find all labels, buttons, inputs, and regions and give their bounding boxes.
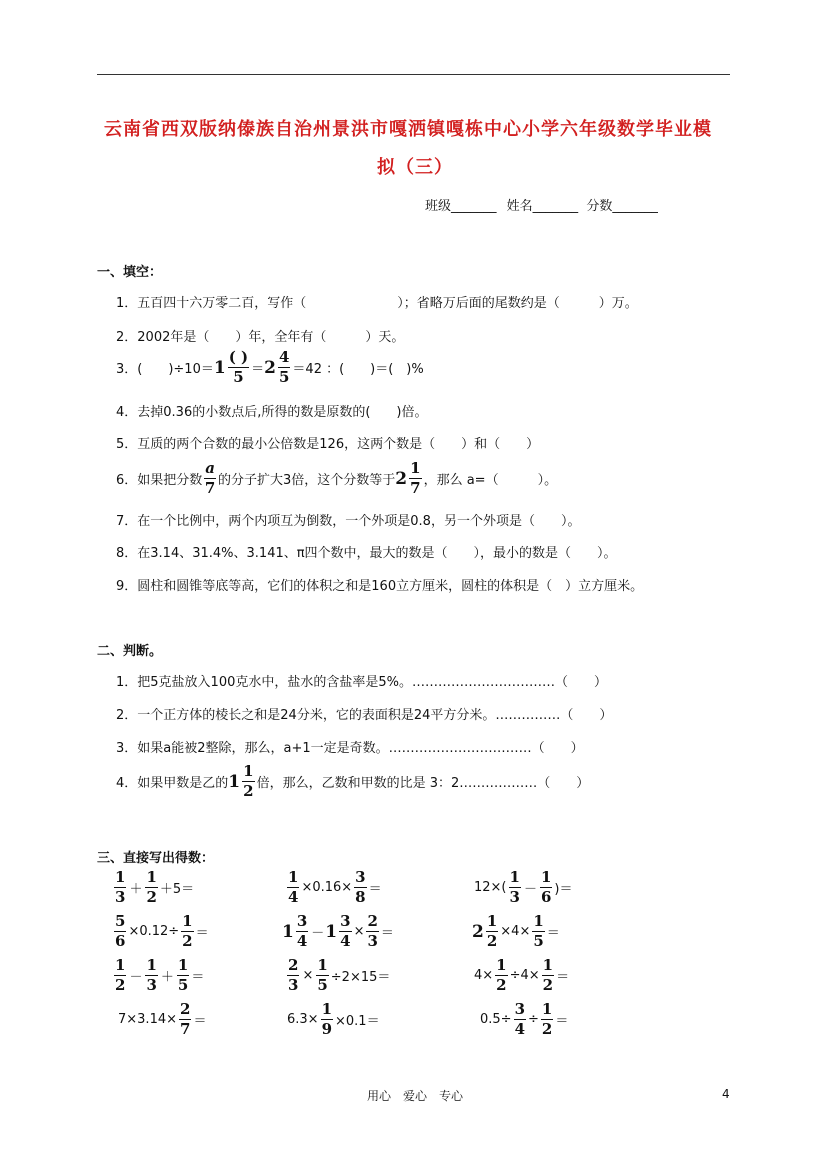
q6-whole: 2: [395, 468, 408, 489]
page-number: 4: [722, 1087, 730, 1101]
name-label: 姓名_______: [506, 199, 579, 214]
fill-question-1: 1．五百四十六万零二百，写作（ ）；省略万后面的尾数约是（ ）万。: [116, 296, 638, 311]
calc-expression-5: 1 $\frac{3}{4}$ － 1 $\frac{3}{4}$ × $\frac{2}{3}$ ＝: [282, 912, 394, 950]
q3-text-b: ＝42 ：( )＝( )%: [292, 362, 424, 377]
j4-text-b: 倍，那么，乙数和甲数的比是 3：2………………（ ）: [256, 776, 590, 791]
q3-equals: ＝: [251, 362, 265, 377]
footer-motto: 用心 爱心 专心: [367, 1089, 464, 1103]
q6-text-b: 的分子扩大3倍，这个分数等于: [218, 473, 396, 488]
calc-expression-12: 0.5÷ $\frac{3}{4}$ ÷ $\frac{1}{2}$ ＝: [480, 1000, 569, 1038]
header-rule: [97, 74, 730, 75]
student-info-line: [425, 195, 658, 214]
q6-text-c: ，那么 a=（ ）。: [423, 473, 558, 488]
calc-expression-11: 6.3× $\frac{1}{9}$ ×0.1＝: [287, 1000, 380, 1038]
section1-heading: 一、填空：: [97, 265, 163, 280]
fill-question-7: 7．在一个比例中，两个内项互为倒数，一个外项是0.8，另一个外项是（ ）。: [116, 514, 581, 529]
calc-expression-7: $\frac{1}{2}$ － $\frac{1}{3}$ ＋ $\frac{1}{5}$ ＝: [115, 956, 205, 994]
class-label: 班级_______: [425, 199, 497, 214]
fill-question-9: 9．圆柱和圆锥等底等高，它们的体积之和是160立方厘米，圆柱的体积是（ ）立方厘米。: [116, 579, 644, 594]
fill-question-3: [116, 350, 424, 385]
judge-question-2: 2．一个正方体的棱长之和是24分米，它的表面积是24平方分米。……………（ ）: [116, 708, 613, 723]
score-label: 分数_______: [586, 199, 658, 214]
calc-expression-3: 12×( $\frac{1}{3}$ － $\frac{1}{6}$ )＝: [474, 868, 573, 906]
judge-question-3: 3．如果a能被2整除，那么，a+1一定是奇数。……………………………（ ）: [116, 741, 584, 756]
j4-whole: 1: [228, 771, 241, 792]
judge-question-1: 1．把5克盐放入100克水中，盐水的含盐率是5%。……………………………（ ）: [116, 675, 607, 690]
section3-heading: 三、直接写出得数：: [97, 851, 215, 866]
fill-question-8: 8．在3.14、31.4%、3.141、π四个数中，最大的数是（ ），最小的数是（ ）。: [116, 546, 617, 561]
section2-heading: 二、判断。: [97, 644, 163, 659]
judge-question-4: [116, 764, 589, 799]
fill-question-5: 5．互质的两个合数的最小公倍数是126，这两个数是（ ）和（ ）: [116, 437, 540, 452]
q3-text-a: 3．( )÷10＝: [116, 362, 214, 377]
fill-question-6: [116, 461, 557, 496]
calc-expression-10: 7×3.14× $\frac{2}{7}$ ＝: [118, 1000, 207, 1038]
j4-fraction: $\frac{1}{2}$: [243, 762, 254, 800]
calc-expression-9: 4× $\frac{1}{2}$ ÷4× $\frac{1}{2}$ ＝: [474, 956, 570, 994]
document-title-line2: 拟（三）: [377, 157, 453, 178]
q6-fraction-b: $\frac{1}{7}$: [410, 459, 421, 497]
q6-text-a: 6．如果把分数: [116, 473, 203, 488]
document-title-line1: 云南省西双版纳傣族自治州景洪市嘎洒镇嘎栋中心小学六年级数学毕业模: [104, 119, 712, 140]
calc-expression-4: $\frac{5}{6}$ ×0.12÷ $\frac{1}{2}$ ＝: [115, 912, 209, 950]
q6-fraction-a: $\frac{a}{7}$: [204, 459, 216, 497]
q3-fraction-1: $\frac{( )}{5}$: [228, 348, 249, 386]
calc-expression-8: $\frac{2}{3}$ × $\frac{1}{5}$ ÷2×15＝: [288, 956, 391, 994]
q3-fraction-2: $\frac{4}{5}$: [278, 348, 290, 386]
q3-whole-1: 1: [213, 357, 226, 378]
calc-expression-6: 2 $\frac{1}{2}$ ×4× $\frac{1}{5}$ ＝: [472, 912, 560, 950]
j4-text-a: 4．如果甲数是乙的: [116, 776, 229, 791]
fill-question-2: 2．2002年是（ ）年，全年有（ ）天。: [116, 330, 405, 345]
calc-expression-2: $\frac{1}{4}$ ×0.16× $\frac{3}{8}$ ＝: [288, 868, 382, 906]
calc-expression-1: $\frac{1}{3}$ ＋ $\frac{1}{2}$ ＋5＝: [115, 868, 195, 906]
fill-question-4: 4．去掉0.36的小数点后,所得的数是原数的( )倍。: [116, 405, 428, 420]
q3-whole-2: 2: [264, 357, 276, 378]
